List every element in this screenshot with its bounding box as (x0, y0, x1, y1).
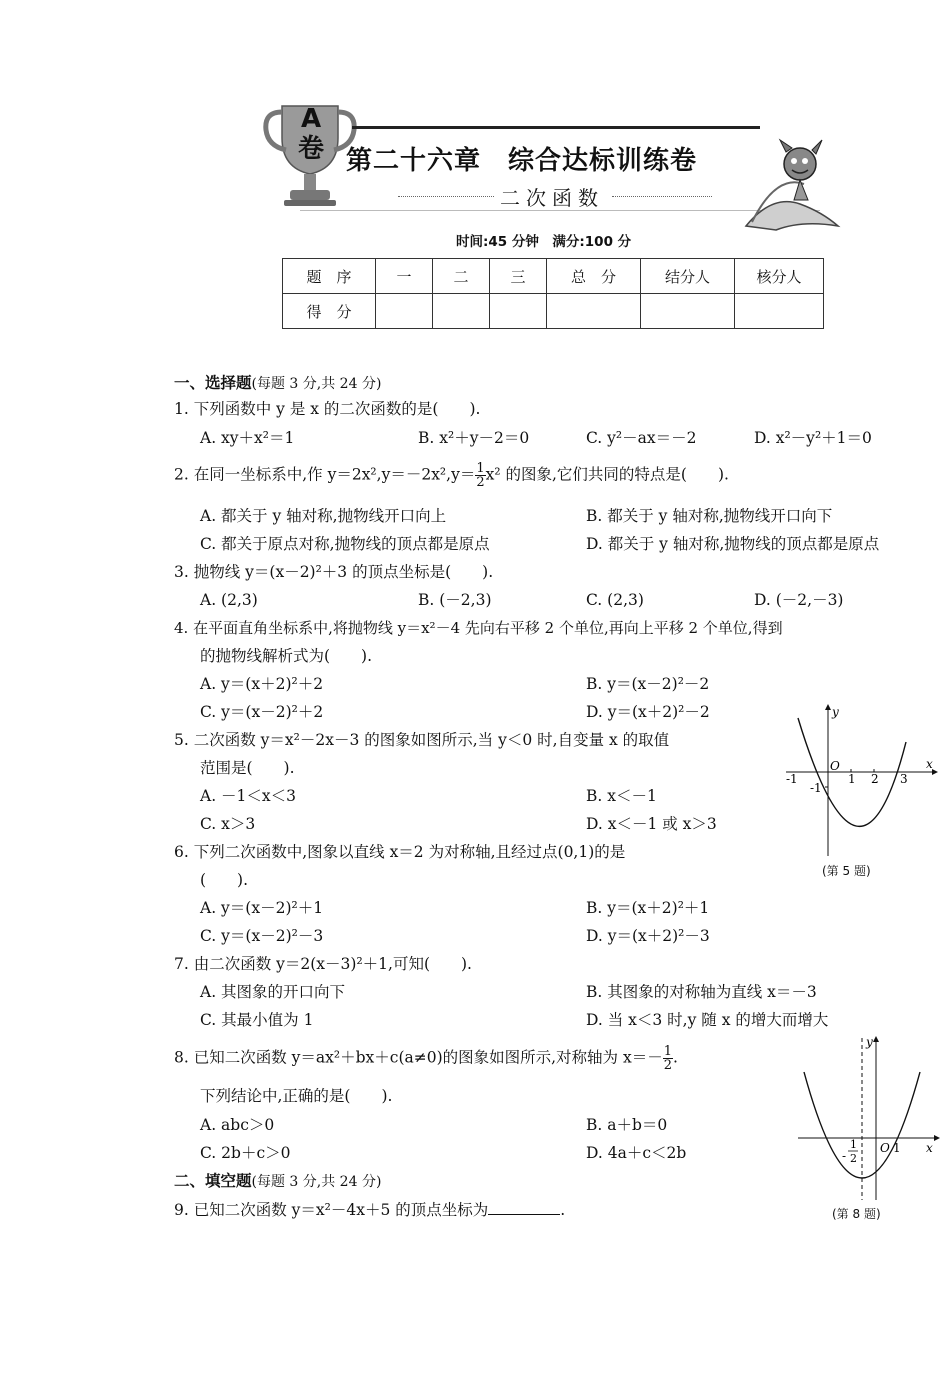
section-note: (每题 3 分,共 24 分) (251, 376, 382, 392)
option-a: A. 其图象的开口向下 (200, 983, 346, 1001)
option-b: B. x²＋y－2＝0 (418, 429, 530, 447)
section-title: 二、填空题 (174, 1172, 252, 1190)
table-cell: 总 分 (547, 259, 641, 294)
score-input-cell[interactable] (376, 294, 433, 329)
question-stem: 5. 二次函数 y＝x²－2x－3 的图象如图所示,当 y＜0 时,自变量 x 的取值 (174, 731, 670, 749)
section-heading (174, 1170, 381, 1193)
tick-label: -1 (786, 772, 798, 786)
figure-caption: (第 5 题) (822, 864, 871, 878)
option-b: B. 其图象的对称轴为直线 x＝－3 (586, 983, 817, 1001)
tick-label: - (842, 1149, 847, 1163)
question-stem (174, 1198, 565, 1221)
question-stem-continued: 的抛物线解析式为( ). (200, 647, 373, 665)
option-d: D. x²－y²＋1＝0 (754, 429, 872, 447)
option-d: D. x＜－1 或 x＞3 (586, 815, 717, 833)
table-row (283, 259, 824, 294)
option-d: D. y＝(x＋2)²－3 (586, 927, 710, 945)
option-d: D. 当 x＜3 时,y 随 x 的增大而增大 (586, 1011, 829, 1029)
stem-text: 9. 已知二次函数 y＝x²－4x＋5 的顶点坐标为 (174, 1201, 489, 1219)
table-row (283, 294, 824, 329)
mascot-surfer-icon (742, 134, 842, 234)
stem-text: 2. 在同一坐标系中,作 y＝2x²,y＝－2x²,y＝ (174, 465, 476, 484)
tick-label: 2 (871, 772, 879, 786)
option-b: B. y＝(x＋2)²＋1 (586, 899, 710, 917)
option-a: A. abc＞0 (200, 1116, 275, 1134)
question-stem-continued: 下列结论中,正确的是( ). (200, 1087, 393, 1105)
tick-label: 1 (893, 1141, 901, 1155)
subtitle-rule-right (612, 196, 712, 197)
origin-label: O (880, 1141, 890, 1155)
y-axis-label: y (866, 1035, 873, 1049)
score-table (282, 258, 824, 329)
option-b: B. x＜－1 (586, 787, 657, 805)
table-cell: 核分人 (735, 259, 824, 294)
fraction-denominator: 2 (850, 1152, 857, 1165)
tick-label: 3 (900, 772, 908, 786)
tick-label: -1 (810, 781, 822, 795)
option-b: B. y＝(x－2)²－2 (586, 675, 710, 693)
stem-text: . (673, 1048, 678, 1067)
question-stem-continued: 范围是( ). (200, 759, 295, 777)
fraction-denominator: 2 (476, 475, 485, 490)
question-stem: 7. 由二次函数 y＝2(x－3)²＋1,可知( ). (174, 955, 472, 973)
option-a: A. xy＋x²＝1 (200, 429, 295, 447)
question-stem (174, 1045, 678, 1072)
section-note: (每题 3 分,共 24 分) (251, 1174, 382, 1190)
score-input-cell[interactable] (547, 294, 641, 329)
fraction (663, 1045, 673, 1072)
option-c: C. y²－ax＝－2 (586, 429, 697, 447)
score-input-cell[interactable] (735, 294, 824, 329)
table-cell: 一 (376, 259, 433, 294)
figure-caption: (第 8 题) (832, 1207, 881, 1221)
table-cell: 得 分 (283, 294, 376, 329)
fraction (475, 462, 485, 489)
option-a: A. －1＜x＜3 (200, 787, 297, 805)
option-b: B. a＋b＝0 (586, 1116, 668, 1134)
option-c: C. (2,3) (586, 591, 644, 609)
x-axis-arrow-icon (934, 1135, 940, 1141)
y-axis-label: y (832, 705, 839, 719)
section-title: 一、选择题 (174, 374, 252, 392)
option-d: D. (－2,－3) (754, 591, 844, 609)
option-c: C. x＞3 (200, 815, 256, 833)
option-d: D. y＝(x＋2)²－2 (586, 703, 710, 721)
option-a: A. y＝(x＋2)²＋2 (200, 675, 324, 693)
badge-label: A卷 (297, 104, 324, 164)
x-axis-label: x (926, 1141, 933, 1155)
question-stem: 1. 下列函数中 y 是 x 的二次函数的是( ). (174, 400, 481, 418)
header-top-rule (352, 126, 760, 129)
x-axis-label: x (926, 757, 933, 771)
page-subtitle: 二次函数 (500, 186, 604, 210)
stem-text: . (560, 1201, 566, 1219)
stem-text: x² 的图象,它们共同的特点是( ). (485, 465, 729, 484)
origin-label: O (830, 759, 840, 773)
fraction-numerator: 1 (476, 461, 485, 476)
option-c: C. 都关于原点对称,抛物线的顶点都是原点 (200, 535, 490, 553)
question-stem: 3. 抛物线 y＝(x－2)²＋3 的顶点坐标是( ). (174, 563, 494, 581)
option-d: D. 都关于 y 轴对称,抛物线的顶点都是原点 (586, 535, 880, 553)
option-b: B. (－2,3) (418, 591, 492, 609)
option-c: C. y＝(x－2)²－3 (200, 927, 324, 945)
section-heading (174, 372, 381, 395)
question-stem (174, 462, 729, 489)
table-cell: 三 (490, 259, 547, 294)
score-input-cell[interactable] (490, 294, 547, 329)
page-title: 第二十六章 综合达标训练卷 (346, 146, 698, 176)
option-a: A. 都关于 y 轴对称,抛物线开口向上 (200, 507, 447, 525)
tick-label: 1 (848, 772, 856, 786)
score-input-cell[interactable] (433, 294, 490, 329)
q5-parabola-figure (782, 702, 938, 860)
table-cell: 二 (433, 259, 490, 294)
option-a: A. y＝(x－2)²＋1 (200, 899, 324, 917)
option-c: C. y＝(x－2)²＋2 (200, 703, 324, 721)
time-info: 时间:45 分钟 满分:100 分 (456, 234, 632, 250)
stem-text: 8. 已知二次函数 y＝ax²＋bx＋c(a≠0)的图象如图所示,对称轴为 x＝－ (174, 1048, 663, 1067)
subtitle-rule-left (398, 196, 494, 197)
option-a: A. (2,3) (200, 591, 258, 609)
option-c: C. 其最小值为 1 (200, 1011, 314, 1029)
option-b: B. 都关于 y 轴对称,抛物线开口向下 (586, 507, 833, 525)
table-cell: 题 序 (283, 259, 376, 294)
y-axis-arrow-icon (825, 704, 831, 710)
answer-blank[interactable] (488, 1198, 560, 1215)
fraction-denominator: 2 (663, 1058, 673, 1073)
option-d: D. 4a＋c＜2b (586, 1144, 687, 1162)
question-stem: 4. 在平面直角坐标系中,将抛物线 y＝x²－4 先向右平移 2 个单位,再向上平移 2 个单位,得到 (174, 619, 783, 637)
q8-parabola-figure (798, 1034, 940, 1202)
question-stem: 6. 下列二次函数中,图象以直线 x＝2 为对称轴,且经过点(0,1)的是 (174, 843, 626, 861)
x-axis-arrow-icon (932, 769, 938, 775)
table-cell: 结分人 (641, 259, 735, 294)
score-input-cell[interactable] (641, 294, 735, 329)
question-stem-continued: ( ). (200, 871, 249, 889)
fraction-numerator: 1 (850, 1138, 857, 1151)
y-axis-arrow-icon (873, 1036, 879, 1042)
fraction-numerator: 1 (663, 1044, 673, 1059)
option-c: C. 2b＋c＞0 (200, 1144, 291, 1162)
